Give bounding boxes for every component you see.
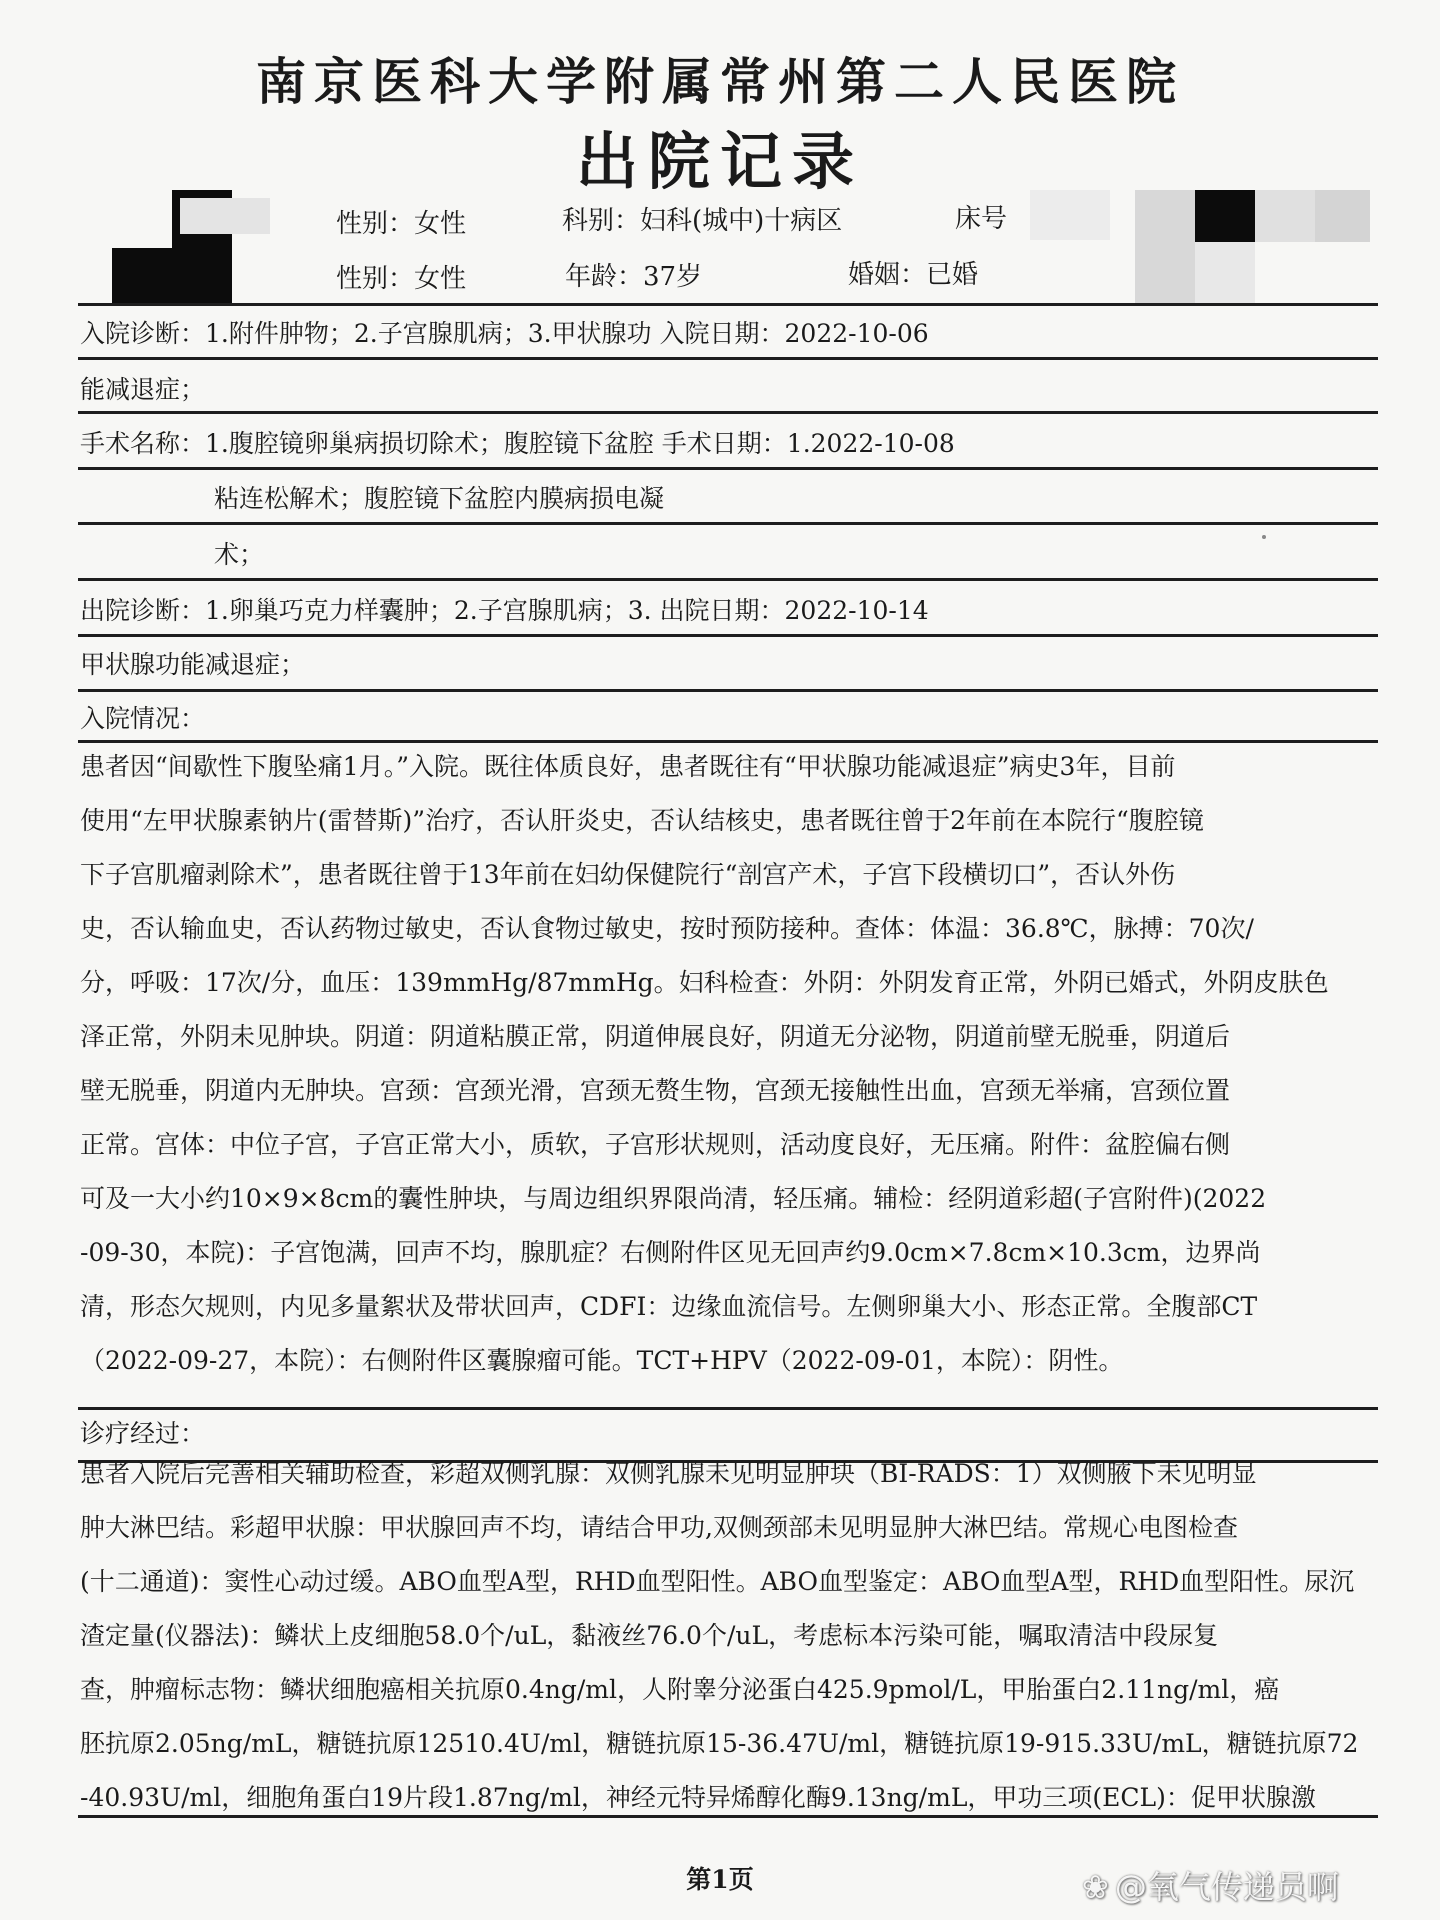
text-line: (十二通道)：窦性心动过缓。ABO血型A型，RHD血型阳性。ABO血型鉴定：ABO血型A型，RHD血型阳性。尿沉 — [80, 1567, 1355, 1596]
redaction-blur — [1195, 242, 1255, 305]
surgery-name: 手术名称：1.腹腔镜卵巢病损切除术；腹腔镜下盆腔 手术日期：1.2022-10-08 — [80, 429, 955, 458]
text-line: 清，形态欠规则，内见多量絮状及带状回声，CDFI：边缘血流信号。左侧卵巢大小、形态正常。全腹部CT — [80, 1292, 1258, 1321]
watermark — [1082, 1862, 1339, 1908]
text-line: 可及一大小约10×9×8cm的囊性肿块，与周边组织界限尚清，轻压痛。辅检：经阴道彩超(子宫附件)(2022 — [80, 1184, 1267, 1213]
page-number: 第1页 — [686, 1865, 754, 1894]
redaction-block — [1195, 190, 1255, 242]
rule-line — [78, 411, 1378, 414]
age-field: 年龄：37岁 — [565, 262, 703, 292]
bed-field: 床号 — [955, 204, 1008, 234]
discharge-diagnosis-cont: 甲状腺功能减退症； — [80, 650, 306, 679]
redaction-blur — [1315, 190, 1370, 242]
rule-line — [78, 522, 1378, 525]
text-line: 使用“左甲状腺素钠片(雷替斯)”治疗，否认肝炎史，否认结核史，患者既往曾于2年前在本院行“腹腔镜 — [80, 806, 1204, 835]
paw-icon: ❀ — [1082, 1868, 1109, 1906]
gender-field: 性别：女性 — [336, 209, 467, 239]
text-line: 分，呼吸：17次/分，血压：139mmHg/87mmHg。妇科检查：外阴：外阴发育正常，外阴已婚式，外阴皮肤色 — [80, 968, 1329, 997]
treatment-heading: 诊疗经过： — [80, 1419, 206, 1448]
text-line: 史，否认输血史，否认药物过敏史，否认食物过敏史，按时预防接种。查体：体温：36.8℃，脉搏：70次/ — [80, 914, 1254, 943]
surgery-name-cont: 粘连松解术；腹腔镜下盆腔内膜病损电凝 — [214, 484, 665, 513]
text-line: 查，肿瘤标志物：鳞状细胞癌相关抗原0.4ng/ml，人附睾分泌蛋白425.9pmol/L，甲胎蛋白2.11ng/ml，癌 — [80, 1675, 1280, 1704]
redaction-blur — [1135, 190, 1195, 305]
watermark-text: @氧气传递员啊 — [1114, 1868, 1339, 1906]
text-line: （2022-09-27，本院）：右侧附件区囊腺瘤可能。TCT+HPV（2022-09-01，本院）：阴性。 — [80, 1346, 1124, 1375]
text-line: -40.93U/ml，细胞角蛋白19片段1.87ng/ml，神经元特异烯醇化酶9.13ng/mL，甲功三项(ECL)：促甲状腺激 — [80, 1783, 1316, 1812]
redaction-block — [112, 248, 174, 305]
admission-heading: 入院情况： — [80, 704, 206, 733]
surgery-name-cont-2: 术； — [214, 540, 265, 569]
text-line: 渣定量(仪器法)：鳞状上皮细胞58.0个/uL，黏液丝76.0个/uL，考虑标本污染可能，嘱取清洁中段尿复 — [80, 1621, 1219, 1650]
text-line: 泽正常，外阴未见肿块。阴道：阴道粘膜正常，阴道伸展良好，阴道无分泌物，阴道前壁无脱垂，阴道后 — [80, 1022, 1231, 1051]
redaction-blur — [1255, 190, 1315, 242]
treatment-narrative — [80, 1447, 1360, 1825]
document-title: 出院记录 — [575, 125, 864, 198]
rule-line — [78, 1407, 1378, 1410]
discharge-diagnosis: 出院诊断：1.卵巢巧克力样囊肿；2.子宫腺肌病；3. 出院日期：2022-10-14 — [80, 596, 929, 625]
admission-diagnosis: 入院诊断：1.附件肿物；2.子宫腺肌病；3.甲状腺功 入院日期：2022-10-06 — [80, 319, 929, 348]
text-line: 正常。宫体：中位子宫，子宫正常大小，质软，子宫形状规则，活动度良好，无压痛。附件：盆腔偏右侧 — [80, 1130, 1231, 1159]
department-field: 科别：妇科(城中)十病区 — [562, 206, 843, 236]
marital-field: 婚姻：已婚 — [848, 260, 979, 290]
text-line: 胚抗原2.05ng/mL，糖链抗原12510.4U/ml，糖链抗原15-36.47U/ml，糖链抗原19-915.33U/mL，糖链抗原72 — [80, 1729, 1359, 1758]
rule-line — [78, 303, 1378, 306]
text-line: 患者因“间歇性下腹坠痛1月。”入院。既往体质良好，患者既往有“甲状腺功能减退症”病史3年，目前 — [80, 752, 1176, 781]
redaction-blur — [180, 198, 270, 234]
hospital-name: 南京医科大学附属常州第二人民医院 — [256, 52, 1184, 111]
redaction-blur — [1030, 190, 1110, 240]
rule-line — [78, 689, 1378, 692]
gender-field-2: 性别：女性 — [336, 264, 467, 294]
admission-narrative — [80, 740, 1360, 1388]
rule-line — [78, 634, 1378, 637]
rule-line — [78, 467, 1378, 470]
text-line: 患者入院后完善相关辅助检查，彩超双侧乳腺：双侧乳腺未见明显肿块（BI-RADS：1）双侧腋下未见明显 — [80, 1459, 1257, 1488]
rule-line — [78, 578, 1378, 581]
rule-line — [78, 357, 1378, 360]
text-line: 下子宫肌瘤剥除术”，患者既往曾于13年前在妇幼保健院行“剖宫产术，子宫下段横切口”，否认外伤 — [80, 860, 1176, 889]
text-line: 壁无脱垂，阴道内无肿块。宫颈：宫颈光滑，宫颈无赘生物，宫颈无接触性出血，宫颈无举痛，宫颈位置 — [80, 1076, 1231, 1105]
text-line: 肿大淋巴结。彩超甲状腺：甲状腺回声不均，请结合甲功,双侧颈部未见明显肿大淋巴结。常规心电图检查 — [80, 1513, 1238, 1542]
admission-diagnosis-cont: 能减退症； — [80, 375, 206, 404]
text-line: -09-30，本院)：子宫饱满，回声不均，腺肌症？右侧附件区见无回声约9.0cm×7.8cm×10.3cm，边界尚 — [80, 1238, 1261, 1267]
scan-speck — [1262, 535, 1266, 539]
